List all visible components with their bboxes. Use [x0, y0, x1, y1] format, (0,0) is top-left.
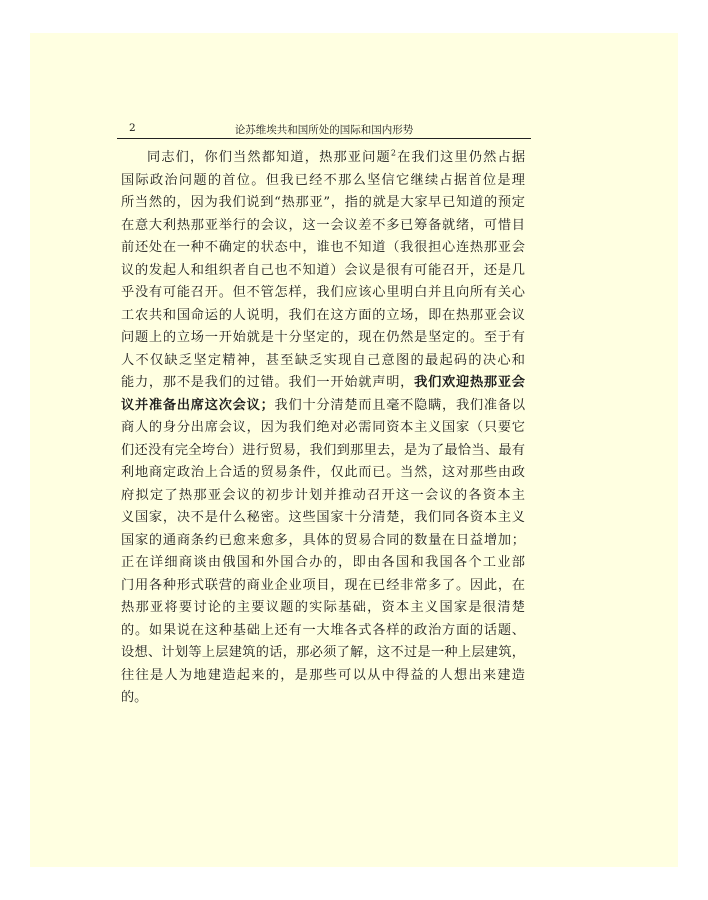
- text-line: 们还没有完全垮台）进行贸易，我们到那里去，是为了最恰当、最有: [121, 442, 525, 458]
- text-line: 的。: [121, 690, 148, 705]
- page-number: 2: [129, 122, 136, 134]
- text-segment: 我们十分清楚而且毫不隐瞒，我们准备以: [273, 397, 525, 413]
- text-line: [121, 147, 525, 170]
- text-line: 工农共和国命运的人说明，我们在这方面的立场，即在热那亚会议: [121, 307, 525, 323]
- text-line: 所当然的，因为我们说到“热那亚”，指的就是大家早已知道的预定: [121, 195, 525, 210]
- text-line: 议的发起人和组织者自己也不知道）会议是很有可能召开，还是几: [121, 262, 525, 278]
- body-text: [121, 147, 525, 710]
- text-line: 在意大利热那亚举行的会议，这一会议差不多已筹备就绪，可惜目: [121, 217, 525, 233]
- text-line: 的。如果说在这种基础上还有一大堆各式各样的政治方面的话题、: [121, 622, 525, 638]
- text-line: 正在详细商谈由俄国和外国合办的，即由各国和我国各个工业部: [121, 555, 525, 570]
- running-title: 论苏维埃共和国所处的国际和国内形势: [234, 124, 414, 136]
- text-line: 国家的通商条约已愈来愈多，具体的贸易合同的数量在日益增加；: [121, 532, 525, 548]
- text-line: 热那亚将要讨论的主要议题的实际基础，资本主义国家是很清楚: [121, 600, 525, 615]
- text-line: [121, 395, 525, 418]
- text-segment: 同志们，你们当然都知道，热那亚问题: [147, 150, 391, 165]
- text-line: 义国家，决不是什么秘密。这些国家十分清楚，我们同各资本主义: [121, 510, 525, 525]
- text-segment: 能力，那不是我们的过错。我们一开始就声明，: [121, 375, 415, 390]
- bold-text: 议并准备出席这次会议；: [121, 397, 274, 413]
- text-line: 府拟定了热那亚会议的初步计划并推动召开这一会议的各资本主: [121, 487, 525, 503]
- text-line: 设想、计划等上层建筑的话，那必须了解，这不过是一种上层建筑，: [121, 645, 525, 660]
- bold-text: 我们欢迎热那亚会: [414, 375, 525, 390]
- text-line: 商人的身分出席会议，因为我们绝对必需同资本主义国家（只要它: [121, 420, 525, 435]
- text-line: 利地商定政治上合适的贸易条件，仅此而已。当然，这对那些由政: [121, 465, 525, 480]
- text-line: 人不仅缺乏坚定精神，甚至缺乏实现自己意图的最起码的决心和: [121, 352, 525, 368]
- running-header: [117, 120, 531, 139]
- text-line: 门用各种形式联营的商业企业项目，现在已经非常多了。因此，在: [121, 577, 525, 593]
- text-segment: 在我们这里仍然占据: [395, 150, 525, 165]
- footnote-marker: 2: [390, 148, 396, 158]
- text-line: [121, 372, 525, 395]
- text-line: 乎没有可能召开。但不管怎样，我们应该心里明白并且向所有关心: [121, 285, 525, 300]
- text-line: 前还处在一种不确定的状态中，谁也不知道（我很担心连热那亚会: [121, 240, 525, 255]
- text-line: 国际政治问题的首位。但我已经不那么坚信它继续占据首位是理: [121, 172, 525, 188]
- text-line: 往往是人为地建造起来的，是那些可以从中得益的人想出来建造: [121, 667, 525, 683]
- text-line: 问题上的立场一开始就是十分坚定的，现在仍然是坚定的。至于有: [121, 330, 525, 345]
